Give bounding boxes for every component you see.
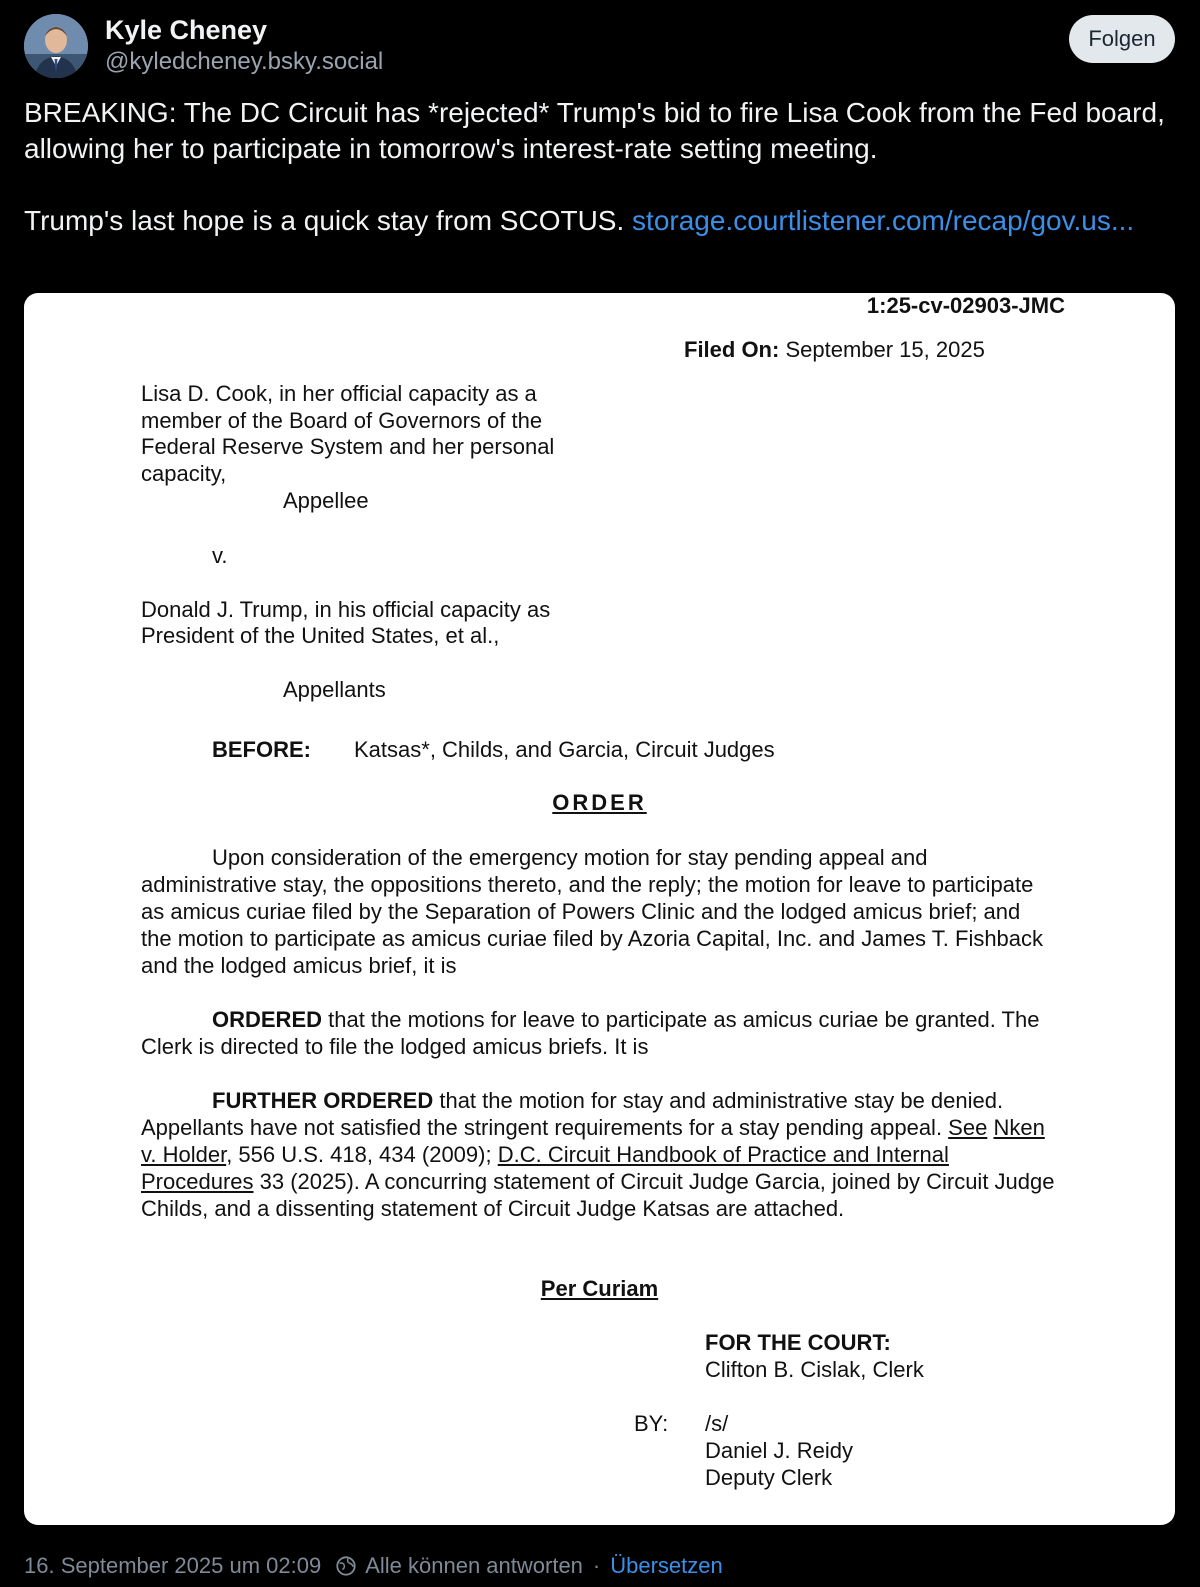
appellant-line: President of the United States, et al., xyxy=(141,623,500,648)
appellee-line: member of the Board of Governors of the xyxy=(141,408,543,433)
order-paragraph-3 xyxy=(141,1087,1066,1222)
appellee-line: capacity, xyxy=(141,461,227,486)
follow-button[interactable]: Folgen xyxy=(1069,15,1175,63)
post-timestamp[interactable]: 16. September 2025 um 02:09 xyxy=(24,1553,322,1578)
deputy-clerk-title: Deputy Clerk xyxy=(705,1465,833,1490)
see-citation: See xyxy=(948,1115,988,1140)
ordered-text: that the motions for leave to participate as amicus curiae be granted. The Clerk is directed to file the lodged amicus briefs. It is xyxy=(141,1007,1040,1059)
appellant-line: Donald J. Trump, in his official capacity as xyxy=(141,597,551,622)
author-handle[interactable]: @kyledcheney.bsky.social xyxy=(105,48,384,75)
appellant-role: Appellants xyxy=(283,677,386,702)
post-paragraph-2 xyxy=(24,203,1174,239)
case-number: 1:25-cv-02903-JMC xyxy=(866,293,1065,318)
post-link[interactable]: storage.courtlistener.com/recap/gov.us... xyxy=(632,205,1135,236)
versus: v. xyxy=(212,543,228,568)
order-paragraph-2 xyxy=(141,1006,1061,1060)
before-label: BEFORE: xyxy=(212,737,311,762)
ordered-label: ORDERED xyxy=(212,1007,323,1032)
handbook-citation: D.C. Circuit Handbook of Practice and Internal Procedures xyxy=(141,1142,949,1194)
post-paragraph-2-text: Trump's last hope is a quick stay from SCOTUS. xyxy=(24,205,625,236)
footer-separator: · xyxy=(592,1553,601,1578)
post-text xyxy=(24,95,1174,239)
attached-document-image[interactable] xyxy=(24,293,1175,1525)
translate-link[interactable]: Übersetzen xyxy=(610,1553,723,1578)
reply-setting[interactable]: Alle können antworten xyxy=(365,1553,583,1578)
filed-on xyxy=(684,337,985,363)
judges: Katsas*, Childs, and Garcia, Circuit Judges xyxy=(354,737,775,762)
author-name[interactable]: Kyle Cheney xyxy=(105,15,268,45)
appellee-line: Lisa D. Cook, in her official capacity as a xyxy=(141,381,537,406)
nken-citation: Nken v. Holder xyxy=(141,1115,1045,1167)
avatar[interactable] xyxy=(24,14,88,78)
clerk-name: Clifton B. Cislak, Clerk xyxy=(705,1357,924,1382)
globe-reply-icon xyxy=(335,1555,357,1577)
order-title: ORDER xyxy=(552,790,647,815)
signature: /s/ xyxy=(705,1411,729,1436)
per-curiam: Per Curiam xyxy=(540,1276,659,1301)
further-ordered-text-end: 33 (2025). A concurring statement of Circuit Judge Garcia, joined by Circuit Judge Childs, and a dissenting statement of Circuit Judge Katsas are attached. xyxy=(141,1169,1055,1221)
filed-on-date: September 15, 2025 xyxy=(785,337,985,362)
filed-on-label: Filed On: xyxy=(684,337,780,362)
by-label: BY: xyxy=(634,1411,669,1436)
avatar-image xyxy=(24,14,88,78)
post-paragraph-1: BREAKING: The DC Circuit has *rejected* Trump's bid to fire Lisa Cook from the Fed board, allowing her to participate in tomorrow's interest-rate setting meeting. xyxy=(24,97,1165,164)
order-paragraph-1: Upon consideration of the emergency motion for stay pending appeal and administrative stay, the oppositions thereto, and the reply; the motion for leave to participate as amicus curiae filed by the Separation of Powers Clinic and the lodged amicus brief; and the motion to participate as amicus curiae filed by Azoria Capital, Inc. and James T. Fishback and the lodged amicus brief, it is xyxy=(141,845,1044,978)
appellee-line: Federal Reserve System and her personal xyxy=(141,434,555,459)
further-ordered-label: FURTHER ORDERED xyxy=(212,1088,434,1113)
further-ordered-text: that the motion for stay and administrative stay be denied. Appellants have not satisfied the stringent requirements for a stay pending appeal. xyxy=(141,1088,1004,1140)
nken-cite-text: , 556 U.S. 418, 434 (2009); xyxy=(226,1142,498,1167)
post-footer xyxy=(24,1549,723,1583)
appellee-role: Appellee xyxy=(283,488,369,513)
for-the-court: FOR THE COURT: xyxy=(705,1330,891,1355)
deputy-clerk-name: Daniel J. Reidy xyxy=(705,1438,853,1463)
